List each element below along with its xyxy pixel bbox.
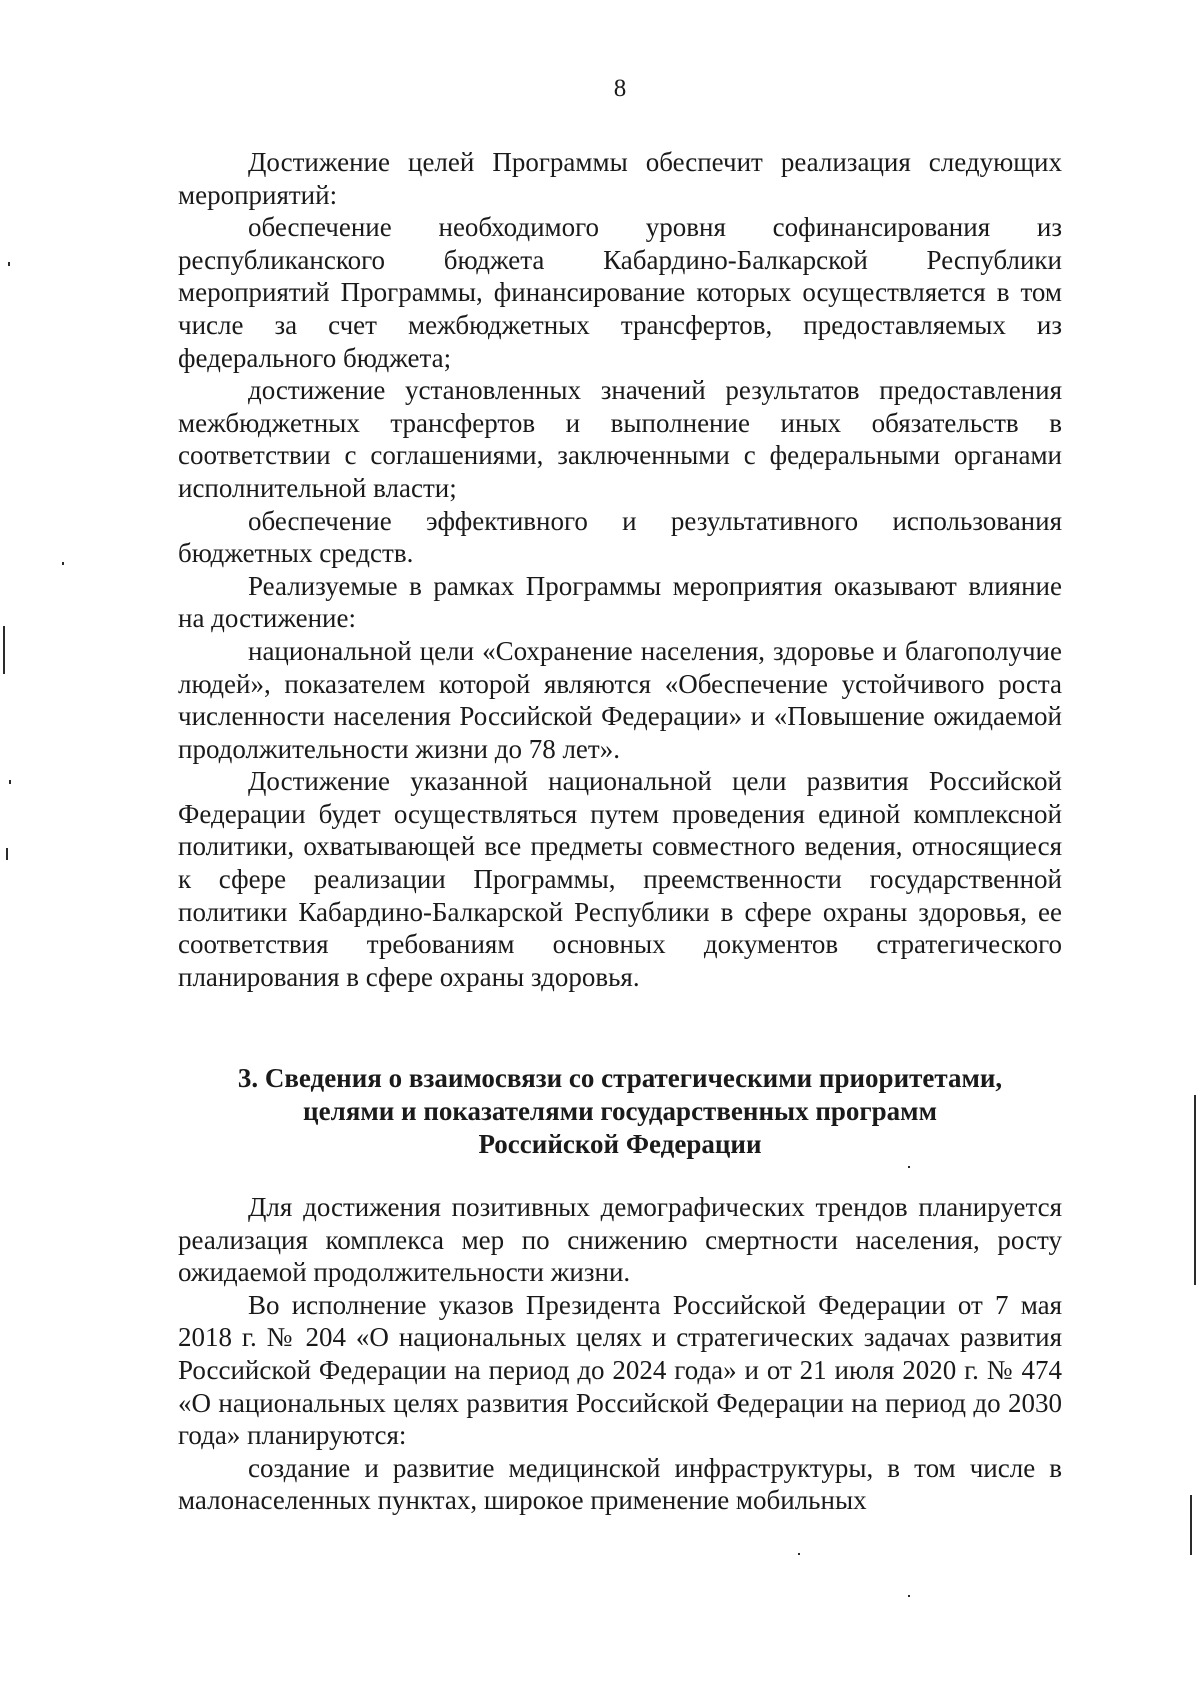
paragraph: обеспечение эффективного и результативного использования бюджетных средств. xyxy=(178,505,1062,569)
scan-mark xyxy=(908,1166,910,1168)
heading-line: целями и показателями государственных программ xyxy=(303,1096,937,1126)
scan-mark xyxy=(9,780,11,784)
paragraph: обеспечение необходимого уровня софинансирования из республиканского бюджета Кабардино-Балкарской Республики мероприятий Программы, финансирование которых осуществляется в том числе за счет межбюджетных трансфертов, предоставляемых из федерального бюджета; xyxy=(178,212,1062,373)
heading-line: 3. Сведения о взаимосвязи со стратегическими приоритетами, xyxy=(237,1063,1003,1093)
page-number: 8 xyxy=(613,75,627,102)
paragraph: создание и развитие медицинской инфраструктуры, в том числе в малонаселенных пунктах, широкое применение мобильных xyxy=(178,1452,1062,1516)
paragraph: Достижение указанной национальной цели развития Российской Федерации будет осуществляться путем проведения единой комплексной политики, охватывающей все предметы совместного ведения, относящиеся к сфере реализации Программы, преемственности государственной политики Кабардино-Балкарской Республики в сфере охраны здоровья, ее соответствия требованиям основных документов стратегического планирования в сфере охраны здоровья. xyxy=(178,766,1062,992)
paragraph: Реализуемые в рамках Программы мероприятия оказывают влияние на достижение: xyxy=(178,570,1062,634)
scan-mark xyxy=(6,848,8,860)
section-3-text xyxy=(178,1191,1062,1517)
scan-mark xyxy=(798,1553,800,1555)
heading-line: Российской Федерации xyxy=(478,1129,762,1159)
paragraph: достижение установленных значений результатов предоставления межбюджетных трансфертов и выполнение иных обязательств в соответствии с соглашениями, заключенными с федеральными органами исполнительной власти; xyxy=(178,375,1062,503)
scan-mark xyxy=(1190,1495,1192,1555)
scan-mark xyxy=(8,262,10,266)
scan-mark xyxy=(62,562,64,565)
paragraph: Во исполнение указов Президента Российской Федерации от 7 мая 2018 г. № 204 «О национальных целях и стратегических задачах развития Российской Федерации на период до 2024 года» и от 21 июля 2020 г. № 474 «О национальных целях развития Российской Федерации на период до 2030 года» планируются: xyxy=(178,1289,1062,1451)
scan-mark xyxy=(3,626,5,674)
paragraph: Для достижения позитивных демографических трендов планируется реализация комплекса мер по снижению смертности населения, росту ожидаемой продолжительности жизни. xyxy=(178,1192,1062,1288)
section-3-heading xyxy=(178,1062,1062,1161)
paragraph: Достижение целей Программы обеспечит реализация следующих мероприятий: xyxy=(178,147,1062,210)
paragraph: национальной цели «Сохранение населения, здоровье и благополучие людей», показателем которой являются «Обеспечение устойчивого роста численности населения Российской Федерации» и «Повышение ожидаемой продолжительности жизни до 78 лет». xyxy=(178,635,1062,764)
section-goals-text xyxy=(178,146,1062,993)
scan-mark xyxy=(1194,1095,1196,1285)
scan-mark xyxy=(908,1595,910,1597)
